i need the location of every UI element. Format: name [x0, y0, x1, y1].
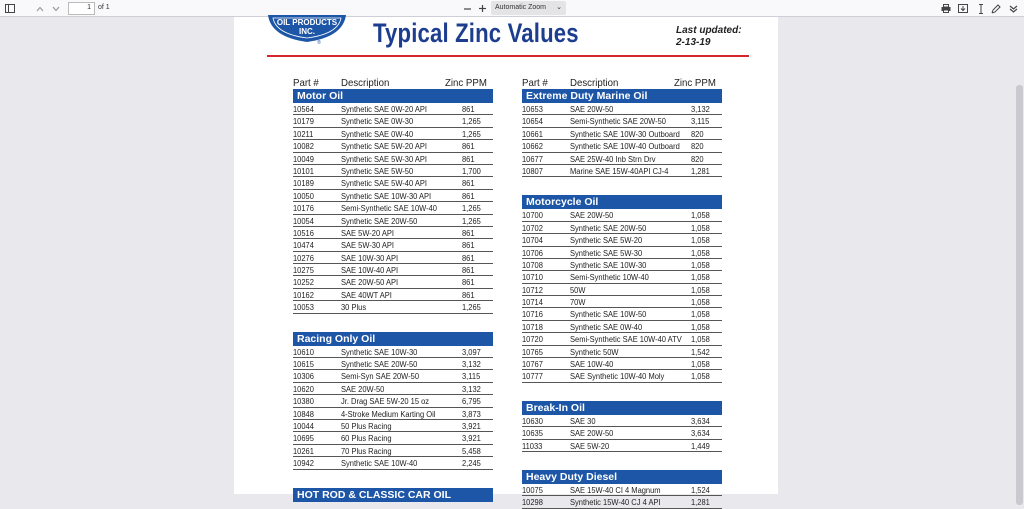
table-row — [293, 289, 493, 301]
description-cell: Synthetic SAE 5W-50 — [341, 166, 414, 176]
description-cell: Synthetic SAE 10W-30 — [341, 347, 418, 357]
tools-menu-icon[interactable] — [1007, 2, 1019, 15]
product-section — [293, 332, 493, 470]
part-number-cell: 10654 — [522, 117, 543, 127]
zinc-ppm-cell: 1,265 — [462, 129, 481, 139]
vertical-scrollbar[interactable] — [1015, 17, 1024, 494]
description-cell: SAE Synthetic 10W-40 Moly — [570, 372, 665, 382]
part-number-cell: 10630 — [522, 416, 543, 426]
zinc-ppm-cell: 820 — [691, 129, 704, 139]
last-updated — [676, 25, 742, 49]
description-cell: 50W — [570, 285, 586, 295]
part-number-cell: 10695 — [293, 434, 314, 444]
description-cell: Synthetic SAE 0W-20 API — [341, 105, 427, 114]
part-number-cell: 10516 — [293, 228, 314, 238]
part-number-cell: 10050 — [293, 191, 314, 201]
part-number-cell: 10261 — [293, 446, 314, 456]
svg-text:®: ® — [317, 40, 321, 46]
section-gap — [293, 470, 493, 488]
zinc-ppm-cell: 1,058 — [691, 223, 710, 233]
description-cell: 70W — [570, 298, 586, 308]
part-number-cell: 10380 — [293, 397, 314, 407]
table-row — [522, 165, 722, 177]
zinc-ppm-cell: 1,449 — [691, 441, 710, 451]
table-row — [293, 370, 493, 382]
part-number-cell: 10765 — [522, 347, 543, 357]
table-row — [522, 115, 722, 127]
description-cell: SAE 5W-20 — [570, 441, 610, 451]
zoom-select-label: Automatic Zoom — [495, 4, 546, 11]
part-number-cell: 10044 — [293, 421, 314, 431]
zinc-ppm-header: Zinc PPM — [674, 77, 716, 89]
section-heading: Racing Only Oil — [293, 332, 493, 346]
part-number-cell: 10702 — [522, 223, 543, 233]
description-cell: 50 Plus Racing — [341, 421, 392, 431]
description-cell: Synthetic SAE 5W-30 API — [341, 154, 427, 164]
zinc-ppm-cell: 1,058 — [691, 322, 710, 332]
table-row — [522, 321, 722, 333]
part-number-cell: 10712 — [522, 285, 543, 295]
zinc-ppm-cell: 1,058 — [691, 372, 710, 382]
section-heading: Motor Oil — [293, 89, 493, 103]
part-number-header: Part # — [522, 77, 548, 89]
table-row — [293, 177, 493, 189]
zinc-ppm-cell: 1,058 — [691, 211, 710, 221]
product-section — [293, 89, 493, 314]
table-row — [293, 190, 493, 202]
zinc-ppm-cell: 1,058 — [691, 260, 710, 270]
zinc-ppm-cell: 1,058 — [691, 335, 710, 345]
description-cell: SAE 20W-50 API — [341, 278, 399, 288]
sidebar-toggle-icon[interactable] — [4, 2, 16, 15]
description-cell: SAE 15W-40 CI 4 Magnum — [570, 485, 661, 495]
table-row — [293, 153, 493, 165]
description-cell: SAE 10W-40 — [570, 360, 614, 370]
zinc-ppm-cell: 861 — [462, 154, 475, 164]
description-cell: Jr. Drag SAE 5W-20 15 oz — [341, 397, 430, 407]
zinc-ppm-cell: 1,524 — [691, 485, 710, 495]
description-cell: Semi-Synthetic SAE 10W-40 ATV — [570, 335, 682, 345]
part-number-cell: 10615 — [293, 360, 314, 370]
description-cell: Semi-Synthetic 10W-40 — [570, 273, 649, 283]
description-cell: Synthetic SAE 10W-30 Outboard — [570, 129, 680, 139]
description-header: Description — [570, 77, 619, 89]
zinc-ppm-cell: 3,132 — [462, 360, 481, 370]
description-cell: Synthetic SAE 5W-40 API — [341, 179, 427, 189]
zinc-ppm-cell: 3,634 — [691, 429, 710, 439]
zinc-ppm-cell: 1,265 — [462, 204, 481, 214]
table-row — [293, 140, 493, 152]
part-number-cell: 10661 — [522, 129, 543, 139]
zinc-ppm-cell: 1,058 — [691, 273, 710, 283]
part-number-cell: 10162 — [293, 290, 314, 300]
description-cell: SAE 5W-20 API — [341, 228, 394, 238]
table-row — [522, 370, 722, 382]
part-number-cell: 10777 — [522, 372, 543, 382]
part-number-cell: 10677 — [522, 154, 543, 164]
table-row — [293, 420, 493, 432]
zinc-ppm-cell: 861 — [462, 241, 475, 251]
description-cell: Synthetic 15W-40 CJ 4 API — [570, 498, 661, 508]
zinc-ppm-cell: 861 — [462, 253, 475, 263]
table-row — [522, 346, 722, 358]
table-row — [522, 128, 722, 140]
part-number-cell: 10054 — [293, 216, 314, 226]
zinc-ppm-cell: 1,058 — [691, 248, 710, 258]
part-number-cell: 10716 — [522, 310, 543, 320]
part-number-cell: 10610 — [293, 347, 314, 357]
part-number-cell: 10662 — [522, 142, 543, 152]
table-row — [293, 301, 493, 313]
part-number-header: Part # — [293, 77, 319, 89]
part-number-cell: 10075 — [522, 485, 543, 495]
description-cell: Synthetic SAE 20W-50 — [341, 216, 418, 226]
table-row — [293, 128, 493, 140]
description-cell: Synthetic SAE 10W-40 Outboard — [570, 142, 680, 152]
table-row — [522, 496, 722, 508]
description-cell: Synthetic SAE 10W-30 — [570, 260, 647, 270]
section-gap — [522, 383, 722, 401]
part-number-cell: 10189 — [293, 179, 314, 189]
part-number-cell: 10942 — [293, 459, 314, 469]
table-row — [293, 276, 493, 288]
table-row — [522, 440, 722, 452]
zinc-ppm-cell: 1,542 — [691, 347, 710, 357]
part-number-cell: 10718 — [522, 322, 543, 332]
description-cell: Marine SAE 15W-40API CJ-4 — [570, 166, 669, 176]
table-row — [293, 408, 493, 420]
description-cell: Synthetic SAE 0W-40 — [341, 129, 414, 139]
table-row — [293, 383, 493, 395]
zinc-ppm-cell: 3,634 — [691, 416, 710, 426]
part-number-cell: 10053 — [293, 303, 314, 313]
table-row — [293, 432, 493, 444]
description-cell: 4-Stroke Medium Karting Oil — [341, 409, 436, 419]
table-row — [293, 115, 493, 127]
zoom-out-icon[interactable] — [461, 2, 473, 15]
zinc-ppm-cell: 861 — [462, 142, 475, 152]
description-cell: 60 Plus Racing — [341, 434, 392, 444]
part-number-cell: 10474 — [293, 241, 314, 251]
column-header — [293, 77, 493, 89]
zinc-ppm-cell: 1,265 — [462, 303, 481, 313]
part-number-cell: 10082 — [293, 142, 314, 152]
table-row — [293, 239, 493, 251]
section-heading: Break-In Oil — [522, 401, 722, 415]
description-cell: Synthetic SAE 20W-50 — [341, 360, 418, 370]
table-row — [522, 271, 722, 283]
product-section — [522, 470, 722, 509]
zinc-ppm-header: Zinc PPM — [445, 77, 487, 89]
table-row — [293, 264, 493, 276]
table-row — [293, 202, 493, 214]
table-row — [522, 209, 722, 221]
part-number-cell: 10704 — [522, 236, 543, 246]
zinc-ppm-cell: 861 — [462, 278, 475, 288]
zinc-ppm-cell: 5,458 — [462, 446, 481, 456]
oil-products-logo — [267, 15, 347, 45]
zinc-ppm-cell: 1,058 — [691, 298, 710, 308]
save-icon[interactable] — [957, 2, 969, 15]
description-cell: Synthetic SAE 0W-40 — [570, 322, 643, 332]
table-row — [293, 215, 493, 227]
zinc-ppm-cell: 3,921 — [462, 434, 481, 444]
text-cursor-icon[interactable] — [975, 2, 987, 15]
table-row — [522, 140, 722, 152]
part-number-cell: 10653 — [522, 105, 543, 114]
part-number-cell: 10710 — [522, 273, 543, 283]
table-row — [522, 484, 722, 496]
header-divider — [267, 55, 749, 57]
next-page-icon[interactable] — [50, 2, 62, 15]
part-number-cell: 10807 — [522, 166, 543, 176]
table-row — [522, 247, 722, 259]
part-number-cell: 10564 — [293, 105, 314, 114]
description-cell: Synthetic 50W — [570, 347, 619, 357]
pdf-toolbar — [0, 0, 1024, 17]
section-gap — [293, 314, 493, 332]
zinc-ppm-cell: 3,115 — [462, 372, 481, 382]
table-row — [293, 103, 493, 115]
description-cell: 70 Plus Racing — [341, 446, 392, 456]
part-number-cell: 10306 — [293, 372, 314, 382]
table-row — [293, 358, 493, 370]
svg-text:OIL PRODUCTS: OIL PRODUCTS — [276, 18, 338, 27]
section-gap — [522, 177, 722, 195]
table-row — [293, 346, 493, 358]
part-number-cell: 10252 — [293, 278, 314, 288]
part-number-cell: 10635 — [522, 429, 543, 439]
right-column — [522, 77, 722, 509]
zinc-ppm-cell: 1,058 — [691, 236, 710, 246]
scrollbar-thumb[interactable] — [1016, 85, 1023, 505]
zinc-ppm-cell: 1,265 — [462, 117, 481, 127]
table-row — [522, 234, 722, 246]
part-number-cell: 10176 — [293, 204, 314, 214]
zinc-ppm-cell: 3,921 — [462, 421, 481, 431]
part-number-cell: 10298 — [522, 498, 543, 508]
part-number-cell: 10700 — [522, 211, 543, 221]
description-cell: SAE 30 — [570, 416, 596, 426]
description-cell: Synthetic SAE 5W-20 API — [341, 142, 427, 152]
zinc-ppm-cell: 861 — [462, 105, 475, 114]
print-icon[interactable] — [940, 2, 952, 15]
section-heading: Heavy Duty Diesel — [522, 470, 722, 484]
part-number-cell: 10179 — [293, 117, 314, 127]
part-number-cell: 10275 — [293, 266, 314, 276]
table-row — [293, 252, 493, 264]
table-row — [293, 445, 493, 457]
chevron-down-icon: ⌄ — [556, 4, 562, 11]
part-number-cell: 10620 — [293, 384, 314, 394]
description-cell: SAE 10W-40 API — [341, 266, 399, 276]
last-updated-date: 2-13-19 — [676, 37, 711, 48]
zinc-ppm-cell: 1,700 — [462, 166, 481, 176]
description-cell: Synthetic SAE 5W-30 — [570, 248, 643, 258]
description-cell: Synthetic SAE 20W-50 — [570, 223, 647, 233]
zinc-ppm-cell: 1,058 — [691, 360, 710, 370]
description-cell: 30 Plus — [341, 303, 367, 313]
section-heading: Motorcycle Oil — [522, 195, 722, 209]
part-number-cell: 10720 — [522, 335, 543, 345]
zinc-ppm-cell: 3,097 — [462, 347, 481, 357]
description-cell: SAE 40WT API — [341, 290, 392, 300]
column-header — [522, 77, 722, 89]
product-section — [522, 89, 722, 177]
description-cell: Synthetic SAE 5W-20 — [570, 236, 643, 246]
part-number-cell: 10708 — [522, 260, 543, 270]
zinc-ppm-cell: 820 — [691, 142, 704, 152]
zinc-ppm-cell: 861 — [462, 228, 475, 238]
product-section — [522, 195, 722, 382]
previous-page-icon[interactable] — [34, 2, 46, 15]
table-row — [522, 153, 722, 165]
table-row — [522, 333, 722, 345]
zinc-ppm-cell: 861 — [462, 266, 475, 276]
zinc-ppm-cell: 1,281 — [691, 498, 710, 508]
table-row — [522, 284, 722, 296]
table-row — [522, 427, 722, 439]
table-row — [522, 222, 722, 234]
description-cell: SAE 20W-50 — [341, 384, 385, 394]
zinc-ppm-cell: 3,873 — [462, 409, 481, 419]
section-heading: Extreme Duty Marine Oil — [522, 89, 722, 103]
part-number-cell: 10714 — [522, 298, 543, 308]
svg-text:INC.: INC. — [299, 27, 315, 36]
table-row — [522, 103, 722, 115]
part-number-cell: 10101 — [293, 166, 314, 176]
zoom-in-icon[interactable] — [476, 2, 488, 15]
last-updated-label: Last updated: — [676, 25, 742, 36]
zinc-ppm-cell: 1,265 — [462, 216, 481, 226]
section-heading: HOT ROD & CLASSIC CAR OIL — [293, 488, 493, 502]
table-row — [522, 415, 722, 427]
description-cell: Synthetic SAE 0W-30 — [341, 117, 414, 127]
part-number-cell: 10848 — [293, 409, 314, 419]
zoom-select[interactable] — [491, 1, 566, 15]
table-row — [522, 259, 722, 271]
description-cell: SAE 5W-30 API — [341, 241, 394, 251]
page-number-input[interactable]: 1 — [68, 2, 95, 15]
section-gap — [522, 452, 722, 470]
table-row — [293, 395, 493, 407]
zinc-ppm-cell: 861 — [462, 191, 475, 201]
table-row — [293, 457, 493, 469]
description-cell: SAE 25W-40 Inb Strn Drv — [570, 154, 656, 164]
description-cell: SAE 20W-50 — [570, 429, 614, 439]
description-cell: Synthetic SAE 10W-50 — [570, 310, 647, 320]
table-row — [522, 358, 722, 370]
description-cell: Synthetic SAE 10W-30 API — [341, 191, 432, 201]
description-cell: Synthetic SAE 10W-40 — [341, 459, 418, 469]
zinc-ppm-cell: 3,115 — [691, 117, 710, 127]
table-row — [293, 227, 493, 239]
part-number-cell: 10767 — [522, 360, 543, 370]
table-row — [522, 296, 722, 308]
description-cell: SAE 10W-30 API — [341, 253, 399, 263]
zinc-ppm-cell: 6,795 — [462, 397, 481, 407]
pdf-page — [234, 17, 778, 508]
part-number-cell: 10211 — [293, 129, 314, 139]
product-section — [293, 488, 493, 502]
zinc-ppm-cell: 3,132 — [691, 105, 710, 114]
description-cell: Semi-Synthetic SAE 20W-50 — [570, 117, 666, 127]
zinc-ppm-cell: 861 — [462, 179, 475, 189]
zinc-ppm-cell: 861 — [462, 290, 475, 300]
page-count: of 1 — [98, 4, 110, 11]
part-number-cell: 10276 — [293, 253, 314, 263]
description-cell: Semi-Syn SAE 20W-50 — [341, 372, 420, 382]
description-header: Description — [341, 77, 390, 89]
part-number-cell: 10049 — [293, 154, 314, 164]
zinc-ppm-cell: 820 — [691, 154, 704, 164]
zinc-ppm-cell: 3,132 — [462, 384, 481, 394]
description-cell: SAE 20W-50 — [570, 105, 614, 114]
zinc-ppm-cell: 1,281 — [691, 166, 710, 176]
product-section — [522, 401, 722, 452]
description-cell: SAE 20W-50 — [570, 211, 614, 221]
part-number-cell: 11033 — [522, 441, 543, 451]
zinc-ppm-cell: 1,058 — [691, 285, 710, 295]
part-number-cell: 10706 — [522, 248, 543, 258]
draw-pencil-icon[interactable] — [990, 2, 1002, 15]
zinc-ppm-cell: 2,245 — [462, 459, 481, 469]
document-title: Typical Zinc Values — [373, 18, 579, 48]
table-row — [522, 308, 722, 320]
description-cell: Semi-Synthetic SAE 10W-40 — [341, 204, 437, 214]
zinc-ppm-cell: 1,058 — [691, 310, 710, 320]
left-column — [293, 77, 493, 502]
table-row — [293, 165, 493, 177]
